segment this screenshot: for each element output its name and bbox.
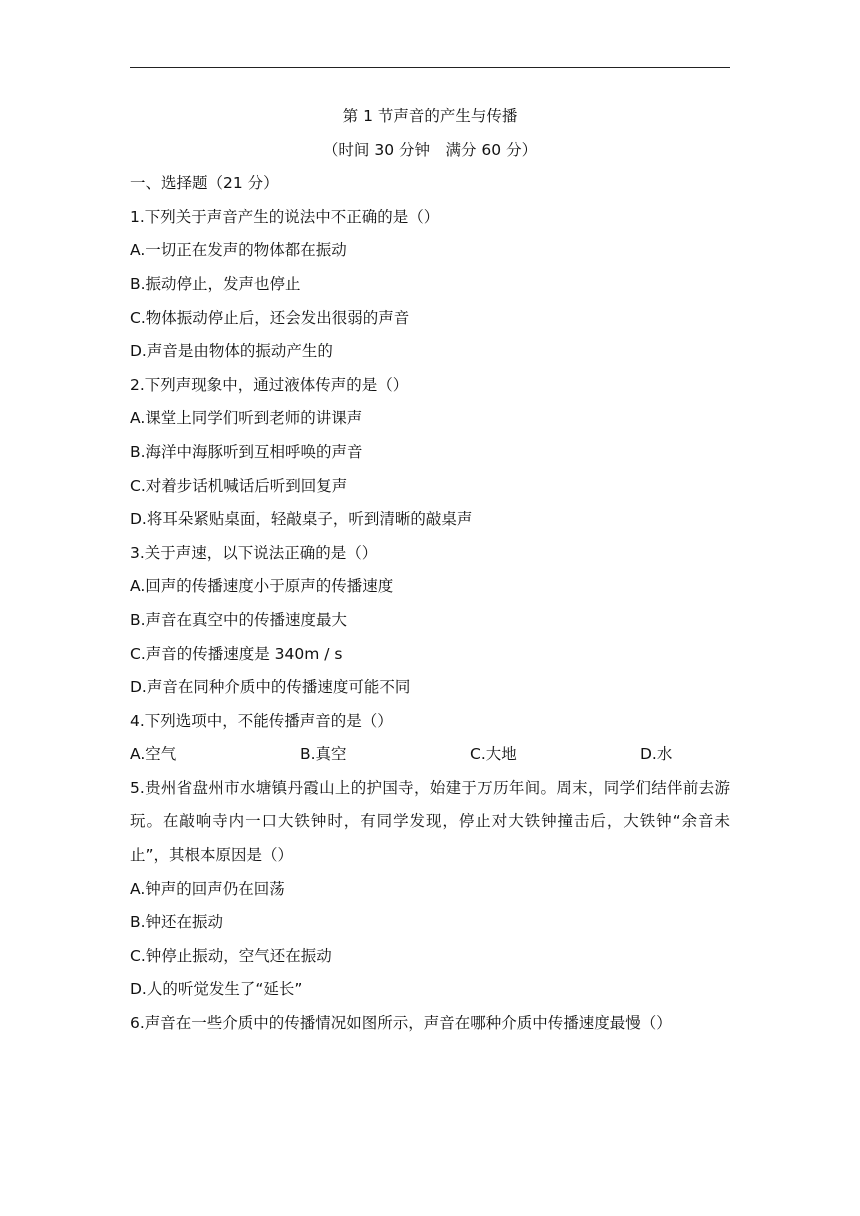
- document-title: 第 1 节声音的产生与传播: [342, 107, 518, 125]
- option-a: A.空气: [130, 745, 177, 764]
- option-b: B.真空: [300, 745, 347, 764]
- option-a: A.钟声的回声仍在回荡: [130, 879, 285, 898]
- option-b: B.钟还在振动: [130, 913, 224, 932]
- question-stem: 5.贵州省盘州市水塘镇丹霞山上的护国寺，始建于万历年间。周末，同学们结伴前去游玩。在敲响寺内一口大铁钟时，有同学发现，停止对大铁钟撞击后，大铁钟“余音未止”，其根本原因是（）: [130, 778, 730, 865]
- section-heading: 一、选择题（21 分）: [130, 174, 279, 193]
- option-c: C.声音的传播速度是 340m / s: [130, 644, 343, 663]
- option-c: C.大地: [470, 745, 517, 764]
- option-d: D.声音在同种介质中的传播速度可能不同: [130, 678, 411, 697]
- question-6: [130, 1007, 730, 1041]
- option-d: D.将耳朵紧贴桌面，轻敲桌子，听到清晰的敲桌声: [130, 510, 473, 529]
- document-body: [130, 100, 730, 1041]
- question-3: [130, 537, 730, 705]
- options-row: [130, 738, 730, 772]
- question-1: [130, 201, 730, 369]
- question-stem: 1.下列关于声音产生的说法中不正确的是（）: [130, 207, 440, 226]
- option-a: A.一切正在发声的物体都在振动: [130, 241, 347, 260]
- question-4: [130, 705, 730, 772]
- option-d: D.声音是由物体的振动产生的: [130, 342, 333, 361]
- option-a: A.回声的传播速度小于原声的传播速度: [130, 577, 394, 596]
- question-2: [130, 369, 730, 537]
- question-stem: 2.下列声现象中，通过液体传声的是（）: [130, 375, 409, 394]
- header-rule: [130, 67, 730, 68]
- option-d: D.人的听觉发生了“延长”: [130, 980, 303, 999]
- question-stem: 3.关于声速，以下说法正确的是（）: [130, 543, 378, 562]
- option-b: B.振动停止，发声也停止: [130, 274, 301, 293]
- option-b: B.海洋中海豚听到互相呼唤的声音: [130, 442, 363, 461]
- question-stem: 6.声音在一些介质中的传播情况如图所示，声音在哪种介质中传播速度最慢（）: [130, 1014, 672, 1033]
- option-c: C.钟停止振动，空气还在振动: [130, 946, 332, 965]
- option-b: B.声音在真空中的传播速度最大: [130, 610, 348, 629]
- option-c: C.物体振动停止后，还会发出很弱的声音: [130, 308, 410, 327]
- document-subtitle: （时间 30 分钟 满分 60 分）: [322, 140, 538, 159]
- question-5: [130, 772, 730, 1007]
- option-a: A.课堂上同学们听到老师的讲课声: [130, 409, 363, 428]
- question-stem: 4.下列选项中，不能传播声音的是（）: [130, 711, 393, 730]
- option-d: D.水: [640, 745, 673, 764]
- option-c: C.对着步话机喊话后听到回复声: [130, 476, 348, 495]
